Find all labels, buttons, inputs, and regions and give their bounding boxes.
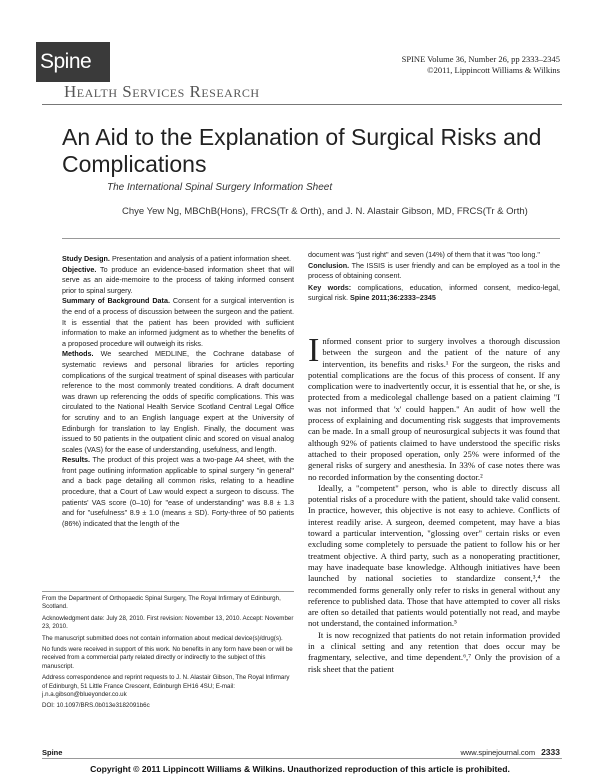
article-authors: Chye Yew Ng, MBChB(Hons), FRCS(Tr & Orth), and J. N. Alastair Gibson, MD, FRCS(Tr & Orth) [122, 206, 528, 217]
abstract-methods: Methods. We searched MEDLINE, the Cochrane database of systematic reviews and personal libraries for articles reporting complications of the surgical treatment of spinal diseases with particular reference to the most commonly treated conditions. A draft document was drawn up referencing the odds of specific complications. This was circulated to the National Health Service Scotland Central Legal Office for scrutiny and to an English language expert at the University of Edinburgh for translation to lay English. Finally, the document was issued to 50 patients in the outpatient clinic and scored on visual analog scales (VAS) for the ease of understanding, usefulness, and length. [62, 349, 295, 454]
footer-journal: Spine [42, 748, 63, 757]
abstract-conclusion: Conclusion. The ISSIS is user friendly and can be employed as a tool in the process of obtaining consent. [308, 260, 560, 281]
body-text [308, 332, 560, 675]
footnote-divider [42, 591, 294, 592]
volume-line: SPINE Volume 36, Number 26, pp 2333–2345 [401, 54, 560, 64]
abstract-study-design: Study Design. Presentation and analysis of a patient information sheet. [62, 254, 291, 263]
citation: Spine 2011;36:2333–2345 [349, 293, 436, 303]
footer-divider [42, 758, 562, 759]
abstract-right [308, 250, 560, 304]
body-paragraph-3: It is now recognized that patients do not retain information provided in a clinical setting and any retention that does occur may be fragmentary, selective, and time dependent.⁶,⁷ Only the provision of a risk sheet that the patient [308, 629, 560, 674]
section-divider [42, 104, 562, 105]
section-label: Health Services Research [64, 82, 260, 101]
body-paragraph-1: Informed consent prior to surgery involves a thorough discussion between the surgeon and the patient of the nature of any intervention, its benefits and risks.¹ For the surgeon, the risks and potential complications are the focus of this process of consent. If any complication were to inadvertently occur, it is essential that he, or she, is protected from a medicolegal challenge based on a patient claiming "I was not informed that 'x' could happen." An audit of how well the process of explaining and documenting risk suggests that improvements can be made. In a small group of neurosurgical subjects it was found that although 92% of patients claimed to have understood the specific risks attached to their proposed operation, only 25% were informed of the general risks of surgery and anesthesia. In 33% of case notes there was no recorded information by the consenting doctor.² [308, 332, 560, 482]
abstract-objective: Objective. To produce an evidence-based information sheet that will serve as an aide-memoire to the process of taking informed consent prior to spinal surgery. [62, 264, 294, 295]
footnote-affiliation: From the Department of Orthopaedic Spinal Surgery, The Royal Infirmary of Edinburgh, Scotland. [42, 595, 281, 611]
article-title: An Aid to the Explanation of Surgical Risks and Complications [62, 124, 542, 177]
dropcap: I [308, 332, 320, 369]
article-subtitle: The International Spinal Surgery Information Sheet [107, 182, 333, 193]
copyright-line: ©2011, Lippincott Williams & Wilkins [427, 65, 560, 75]
abstract-background: Summary of Background Data. Consent for a surgical intervention is the end of a process of discussion between the surgeon and the patient. It is essential that the patient has been provided with sufficient information to make an informed judgment as to whether the benefits of a proposed procedure will outweigh its risks. [62, 296, 294, 348]
body-paragraph-2: Ideally, a "competent" person, who is able to directly discuss all potential risks of a procedure with the patient, should take valid consent. In practice, however, this objective is not easy to achieve. Conflicts of interest readily arise. A surgeon, deemed competent, may have a bias toward a particular intervention, "glossing over" certain risks or even excluding some completely to persuade the patient to follow his or her treatment objective. A third party, such as a nonoperating practitioner, may have inadequate base knowledge. Although initiatives have been launched by national societies to standardize consent,³,⁴ the recommended forms generally only refer to risks in general without any reference to published data. Those that have attempted to cover all risks are often so detailed that patients would potentially not read, and maybe not understand, the contained information.⁵ [308, 482, 560, 629]
footnotes [42, 595, 294, 714]
abstract-left [62, 254, 294, 529]
footnote-correspondence: Address correspondence and reprint requests to J. N. Alastair Gibson, The Royal Infirmary of Edinburgh, 51 Little France Crescent, Edinburgh EH16 4SU; E-mail: j.n.a.gibson@blueyonder.co.uk [42, 674, 290, 699]
footnote-funding: No funds were received in support of this work. No benefits in any form have been or will be received from a commercial party related directly or indirectly to the subject of this manuscript. [42, 646, 293, 670]
footer-right [460, 747, 560, 757]
footnote-doi: DOI: 10.1097/BRS.0b013e3182091b6c [42, 702, 150, 710]
abstract-results: Results. The product of this project was a two-page A4 sheet, with the front page outlining information applicable to spinal surgery "in general" and a back page detailing all common risks, relating to a headline procedure, that a Court of Law would expect a surgeon to discuss. The patients' VAS score (0–10) for "ease of understanding" was 8.8 ± 1.3 and for "usefulness" 8.9 ± 1.0 (means ± SD). Forty-three of 50 patients (86%) indicated that the length of the [62, 455, 295, 528]
footnote-device: The manuscript submitted does not contain information about medical device(s)/drug(s). [42, 634, 283, 642]
copyright-notice: Copyright © 2011 Lippincott Williams & Wilkins. Unauthorized reproduction of this article is prohibited. [90, 764, 510, 774]
abstract-keywords: Key words: complications, education, informed consent, medico-legal, surgical risk. Spine 2011;36:2333–2345 [308, 282, 560, 303]
journal-logo: Spine [36, 42, 110, 82]
journal-info [402, 54, 560, 76]
page-number: 2333 [541, 747, 560, 757]
abstract-results-cont: document was "just right" and seven (14%) of them that it was "too long." [308, 250, 540, 259]
footer-url[interactable]: www.spinejournal.com [460, 748, 536, 757]
authors-divider [62, 238, 560, 239]
footnote-dates: Acknowledgment date: July 28, 2010. First revision: November 13, 2010. Accept: November 23, 2010. [42, 614, 294, 631]
